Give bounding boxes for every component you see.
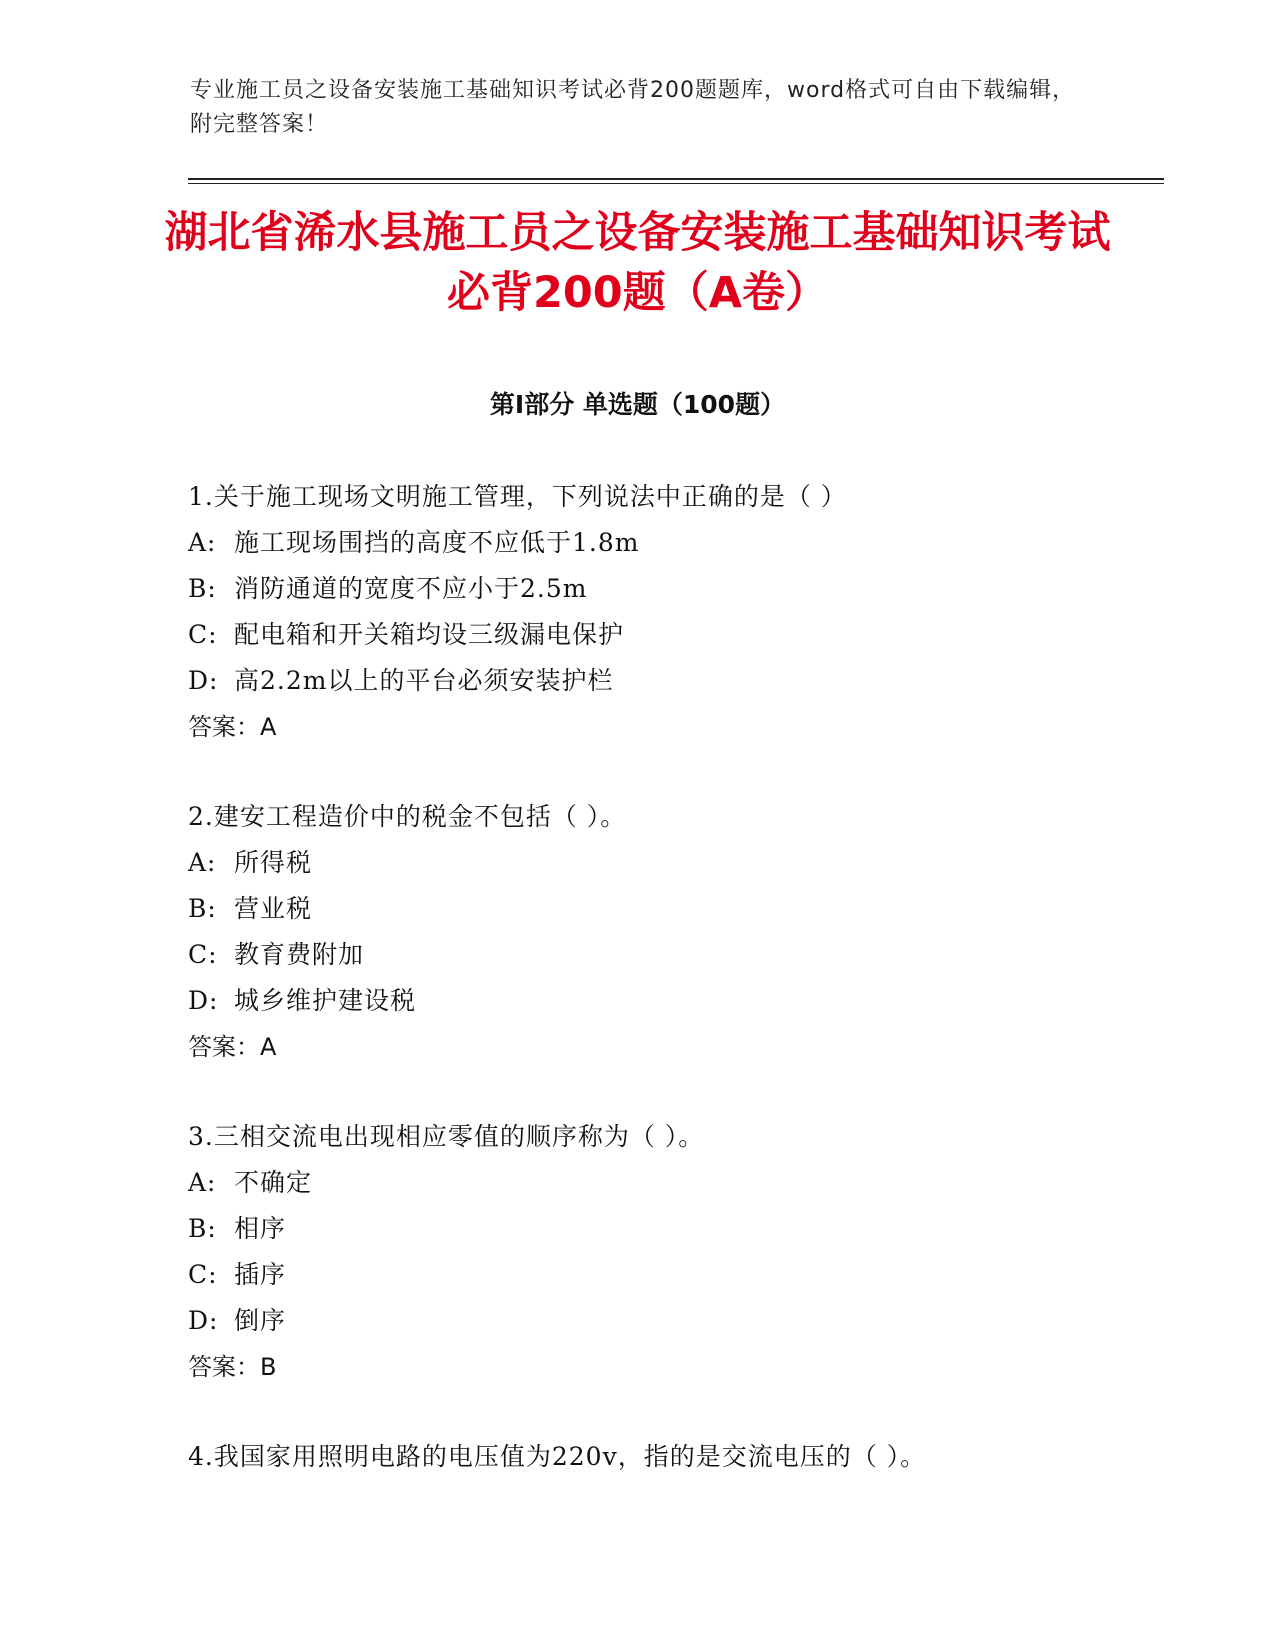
question-stem: 2.建安工程造价中的税金不包括（ ）。 [188,802,627,831]
option-letter: C: [188,1260,218,1289]
option-row [188,886,1148,932]
option-row [188,840,1148,886]
answer-label: 答案： [188,713,260,741]
option-letter: D: [188,986,219,1015]
question-block [188,794,1148,1070]
answer-value: A [260,1033,277,1061]
option-row [188,566,1148,612]
answer-value: A [260,713,277,741]
question-stem: 1.关于施工现场文明施工管理，下列说法中正确的是（ ） [188,482,847,511]
answer-label: 答案： [188,1353,260,1381]
option-letter: B: [188,1214,217,1243]
document-title: 湖北省浠水县施工员之设备安装施工基础知识考试必背200题（A卷） [164,208,1111,318]
question-list [188,474,1148,1524]
option-text: 教育费附加 [234,940,365,969]
option-letter: A: [188,1168,217,1197]
option-row [188,520,1148,566]
option-text: 城乡维护建设税 [234,986,417,1015]
option-letter: D: [188,1306,219,1335]
answer-value: B [260,1353,277,1381]
option-row [188,978,1148,1024]
option-text: 配电箱和开关箱均设三级漏电保护 [234,620,625,649]
answer-line [188,1024,1148,1070]
answer-label: 答案： [188,1033,260,1061]
option-letter: A: [188,848,217,877]
option-text: 相序 [234,1214,287,1243]
question-block [188,1434,1148,1480]
option-row [188,1160,1148,1206]
answer-line [188,1344,1148,1390]
option-text: 倒序 [234,1306,287,1335]
header-note: 专业施工员之设备安装施工基础知识考试必背200题题库，word格式可自由下载编辑，附完整答案！ [190,78,1076,137]
option-text: 施工现场围挡的高度不应低于1.8m [234,528,640,557]
question-block [188,474,1148,750]
option-text: 插序 [234,1260,287,1289]
option-text: 所得税 [234,848,313,877]
option-text: 高2.2m以上的平台必须安装护栏 [234,666,614,695]
option-row [188,1252,1148,1298]
question-stem: 4.我国家用照明电路的电压值为220v，指的是交流电压的（ ）。 [188,1442,927,1471]
option-letter: B: [188,574,217,603]
question-stem: 3.三相交流电出现相应零值的顺序称为（ ）。 [188,1122,705,1151]
header-rule-top [188,178,1164,180]
option-row [188,1206,1148,1252]
option-letter: C: [188,940,218,969]
answer-line [188,704,1148,750]
option-letter: D: [188,666,219,695]
option-letter: B: [188,894,217,923]
option-text: 消防通道的宽度不应小于2.5m [234,574,588,603]
question-block [188,1114,1148,1390]
option-row [188,612,1148,658]
option-row [188,658,1148,704]
option-row [188,1298,1148,1344]
header-rule-bottom [188,183,1164,184]
option-letter: A: [188,528,217,557]
option-row [188,932,1148,978]
option-text: 不确定 [234,1168,313,1197]
section-title: 第Ⅰ部分 单选题（100题） [489,390,786,419]
option-text: 营业税 [234,894,313,923]
option-letter: C: [188,620,218,649]
